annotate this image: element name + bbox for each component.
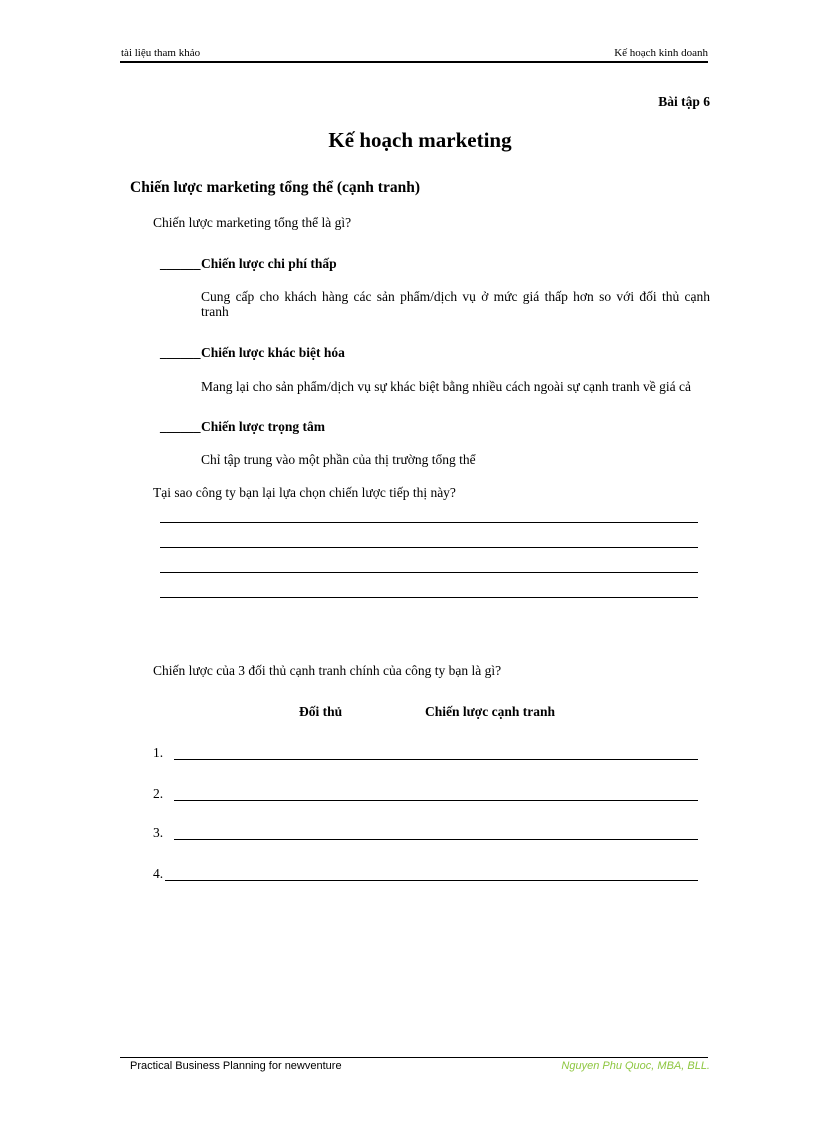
question-1: Chiến lược marketing tổng thể là gì?	[153, 215, 352, 230]
competitor-line[interactable]	[165, 880, 698, 881]
option-label: Chiến lược chi phí thấp	[201, 256, 337, 271]
answer-line[interactable]	[160, 572, 698, 573]
row-number: 4.	[153, 866, 164, 881]
header-left: tài liệu tham khảo	[121, 47, 201, 59]
section-heading: Chiến lược marketing tổng thể (cạnh tranh)	[130, 179, 420, 196]
footer-rule	[120, 1057, 708, 1058]
option-description: Cung cấp cho khách hàng các sản phẩm/dịch vụ ở mức giá thấp hơn so với đối thủ cạnh	[201, 289, 710, 304]
option-description: Chỉ tập trung vào một phần của thị trường tổng thể	[201, 452, 476, 467]
row-number: 3.	[153, 825, 164, 840]
competitor-line[interactable]	[174, 759, 698, 760]
answer-line[interactable]	[160, 547, 698, 548]
footer-author: Nguyen Phu Quoc, MBA, BLL.	[561, 1060, 710, 1072]
page-title: Kế hoạch marketing	[328, 128, 512, 152]
option-blank[interactable]: ______	[160, 345, 201, 360]
question-3: Chiến lược của 3 đối thủ cạnh tranh chính của công ty bạn là gì?	[153, 663, 502, 678]
competitor-line[interactable]	[174, 839, 698, 840]
option-description-cont: tranh	[201, 304, 229, 319]
footer-left: Practical Business Planning for newventure	[130, 1060, 342, 1072]
option-blank[interactable]: ______	[160, 256, 201, 271]
option-description: Mang lại cho sản phẩm/dịch vụ sự khác biệt bằng nhiều cách ngoài sự cạnh tranh về giá cả	[201, 379, 691, 394]
header-rule	[120, 61, 708, 63]
competitor-line[interactable]	[174, 800, 698, 801]
exercise-label: Bài tập 6	[658, 94, 710, 109]
column-header-competitor: Đối thủ	[299, 704, 343, 719]
row-number: 2.	[153, 786, 164, 801]
answer-line[interactable]	[160, 597, 698, 598]
question-2: Tại sao công ty bạn lại lựa chọn chiến lược tiếp thị này?	[153, 485, 456, 500]
column-header-strategy: Chiến lược cạnh tranh	[425, 704, 555, 719]
option-label: Chiến lược trọng tâm	[201, 419, 325, 434]
row-number: 1.	[153, 745, 164, 760]
answer-line[interactable]	[160, 522, 698, 523]
header-right: Kế hoạch kinh doanh	[614, 47, 708, 59]
option-label: Chiến lược khác biệt hóa	[201, 345, 345, 360]
option-blank[interactable]: ______	[160, 419, 201, 434]
